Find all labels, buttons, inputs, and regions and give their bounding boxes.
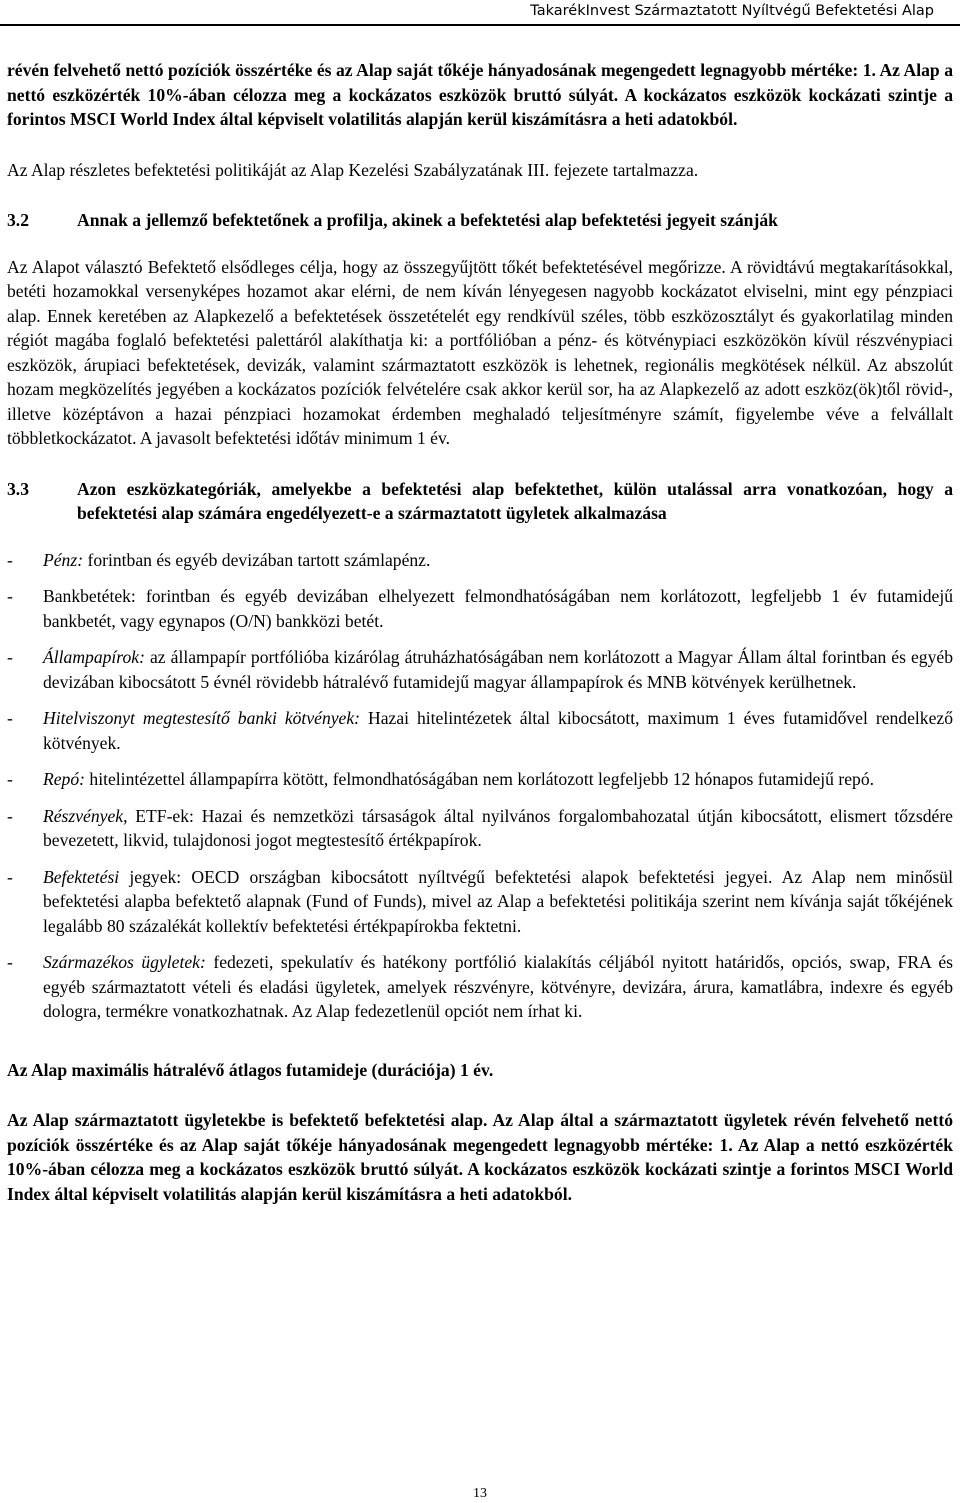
section-title: Annak a jellemző befektetőnek a profilja, akinek a befektetési alap befektetési jegyeit szánják — [77, 210, 778, 230]
asset-category-list — [7, 548, 953, 1024]
paragraph-investment-policy: Az Alap részletes befektetési politikáját az Alap Kezelési Szabályzatának III. fejezete tartalmazza. — [7, 159, 699, 180]
list-item-text: forintban és egyéb devizában elhelyezett felmondhatóságában nem korlátozott, legfeljebb 1 év futamidejű bankbetét, vagy egynapos (O/N) bankközi betét. — [43, 586, 953, 631]
list-item — [7, 584, 953, 633]
list-item-text: forintban és egyéb devizában tartott számlapénz. — [83, 549, 431, 570]
list-item-lead: Pénz: — [43, 549, 84, 570]
list-dash: - — [7, 769, 13, 789]
list-item-body — [43, 584, 953, 633]
list-item-text: hitelintézettel állampapírra kötött, felmondhatóságában nem korlátozott legfeljebb 12 hónapos futamidejű repó. — [85, 769, 875, 789]
list-item — [7, 645, 953, 694]
list-item-body — [43, 950, 953, 1024]
list-item — [7, 706, 953, 755]
list-item — [7, 950, 953, 1024]
list-item-text: fedezeti, spekulatív és hatékony portfólió kialakítás céljából nyitott határidős, opciós, swap, FRA és egyéb származtatott vételi és eladási ügyletek, amelyek részvényre, kötvényre, devizára, árura, kamatlábra, indexre és egyéb dologra, termékre vonatkozhatnak. Az Alap fedezetlenül opciót nem írhat ki. — [43, 952, 954, 1021]
list-dash: - — [7, 805, 13, 826]
section-heading-3-3 — [7, 477, 953, 526]
page-content — [7, 58, 953, 1206]
paragraph-leverage-bottom: Az Alap származtatott ügyletekbe is befektető befektetési alap. Az Alap által a származtatott ügyletek révén felvehető nettó pozíciók összértéke és az Alap saját tőkéje hányadosának megengedett legnagyobb mértéke: 1. Az Alap a nettó eszközérték 10%-ában célozza meg a kockázatos eszközök bruttó súlyát. A kockázatos eszközök kockázati szintje a forintos MSCI World Index által képviselt volatilitás alapján kerül kiszámításra a heti adatokból. — [7, 1110, 953, 1204]
section-heading-3-2 — [7, 208, 953, 233]
list-item-body — [43, 706, 953, 755]
list-dash: - — [7, 952, 13, 972]
list-dash: - — [7, 647, 13, 667]
list-item-text: Hazai hitelintézetek által kibocsátott, maximum 1 éves futamidővel rendelkező kötvények. — [43, 708, 954, 753]
header-divider — [0, 24, 960, 26]
list-item-text: , ETF-ek: Hazai és nemzetközi társaságok által nyilvános forgalombahozatal útján kibocsátott, elismert tőzsdére bevezetett, likvid, tulajdonosi jogot megtestesítő értékpapírok. — [43, 805, 953, 850]
paragraph-duration: Az Alap maximális hátralévő átlagos futamideje (durációja) 1 év. — [7, 1059, 494, 1080]
list-item-lead: Részvények — [43, 805, 124, 826]
section-number: 3.3 — [7, 478, 29, 499]
list-dash: - — [7, 549, 13, 570]
list-item — [7, 548, 953, 573]
list-dash: - — [7, 708, 13, 728]
paragraph-leverage-top: révén felvehető nettó pozíciók összértéke és az Alap saját tőkéje hányadosának megengedett legnagyobb mértéke: 1. Az Alap a nettó eszközérték 10%-ában célozza meg a kockázatos eszközök bruttó súlyát. A kockázatos eszközök kockázati szintje a forintos MSCI World Index által képviselt volatilitás alapján kerül kiszámításra a heti adatokból. — [7, 60, 953, 129]
list-dash: - — [7, 586, 13, 606]
list-dash: - — [7, 866, 13, 887]
list-item-body — [43, 548, 953, 573]
list-item-text: jegyek: OECD országban kibocsátott nyíltvégű befektetési alapok befektetési jegyei. Az Alap nem minősül befektetési alapba befektető alapnak (Fund of Funds), mivel az Alap a befektetési politikája szerint nem kívánja saját tőkéjének legalább 80 százalékát kollektív befektetési értékpapírokba fektetni. — [43, 866, 953, 936]
section-title: Azon eszközkategóriák, amelyekbe a befektetési alap befektethet, külön utalással arra vonatkozóan, hogy a befektetési alap számára engedélyezett-e a származtatott ügyletek alkalmazása — [77, 478, 953, 523]
list-item-lead: Állampapírok: — [43, 647, 145, 667]
paragraph-investor-profile: Az Alapot választó Befektető elsődleges célja, hogy az összegyűjtött tőkét befektetésével megőrizze. A rövidtávú megtakarításokkal, betéti hozamokkal versenyképes hozamot akar elérni, de nem kíván lényegesen nagyobb kockázatot elviselni, mint egy pénzpiaci alap. Ennek keretében az Alapkezelő a befektetések összetételét egy rendkívül széles, több eszközosztályt és gyakorlatilag minden régiót magába foglaló befektetési palettáról alakíthatja ki: a portfólióban a pénz- és kötvénypiaci eszközökön kívül részvénypiaci eszközök, árupiaci befektetések, devizák, valamint származtatott eszközök is lehetnek, regionális megkötések nélkül. Az abszolút hozam megközelítés jegyében a kockázatos pozíciók felvételére csak akkor kerül sor, ha az Alapkezelő az adott eszköz(ök)től rövid-, illetve középtávon a hazai pénzpiaci hozamokat érdemben meghaladó teljesítményre számít, figyelembe véve a felvállalt többletkockázatot. A javasolt befektetési időtáv minimum 1 év. — [7, 256, 953, 448]
list-item-lead: Hitelviszonyt megtestesítő banki kötvények: — [43, 708, 361, 728]
list-item-body — [43, 804, 953, 853]
list-item-lead: Repó: — [43, 769, 86, 789]
list-item — [7, 865, 953, 939]
page-number: 13 — [473, 1486, 487, 1501]
list-item-lead: Bankbetétek: — [43, 586, 136, 606]
list-item-text: az állampapír portfólióba kizárólag átruházhatóságában nem korlátozott a Magyar Állam által forintban és egyéb devizában kibocsátott 5 évnél rövidebb hátralévő futamidejű magyar állampapírok és MNB kötvények kerülhetnek. — [43, 647, 953, 692]
page-header — [0, 0, 960, 22]
list-item-lead: Befektetési — [43, 866, 120, 887]
list-item-lead: Származékos ügyletek: — [43, 952, 206, 972]
list-item-body — [43, 645, 953, 694]
document-title: TakarékInvest Származtatott Nyíltvégű Befektetési Alap — [530, 3, 934, 19]
list-item — [7, 804, 953, 853]
section-number: 3.2 — [7, 210, 29, 230]
list-item — [7, 767, 953, 792]
list-item-body — [43, 865, 953, 939]
list-item-body — [43, 767, 953, 792]
